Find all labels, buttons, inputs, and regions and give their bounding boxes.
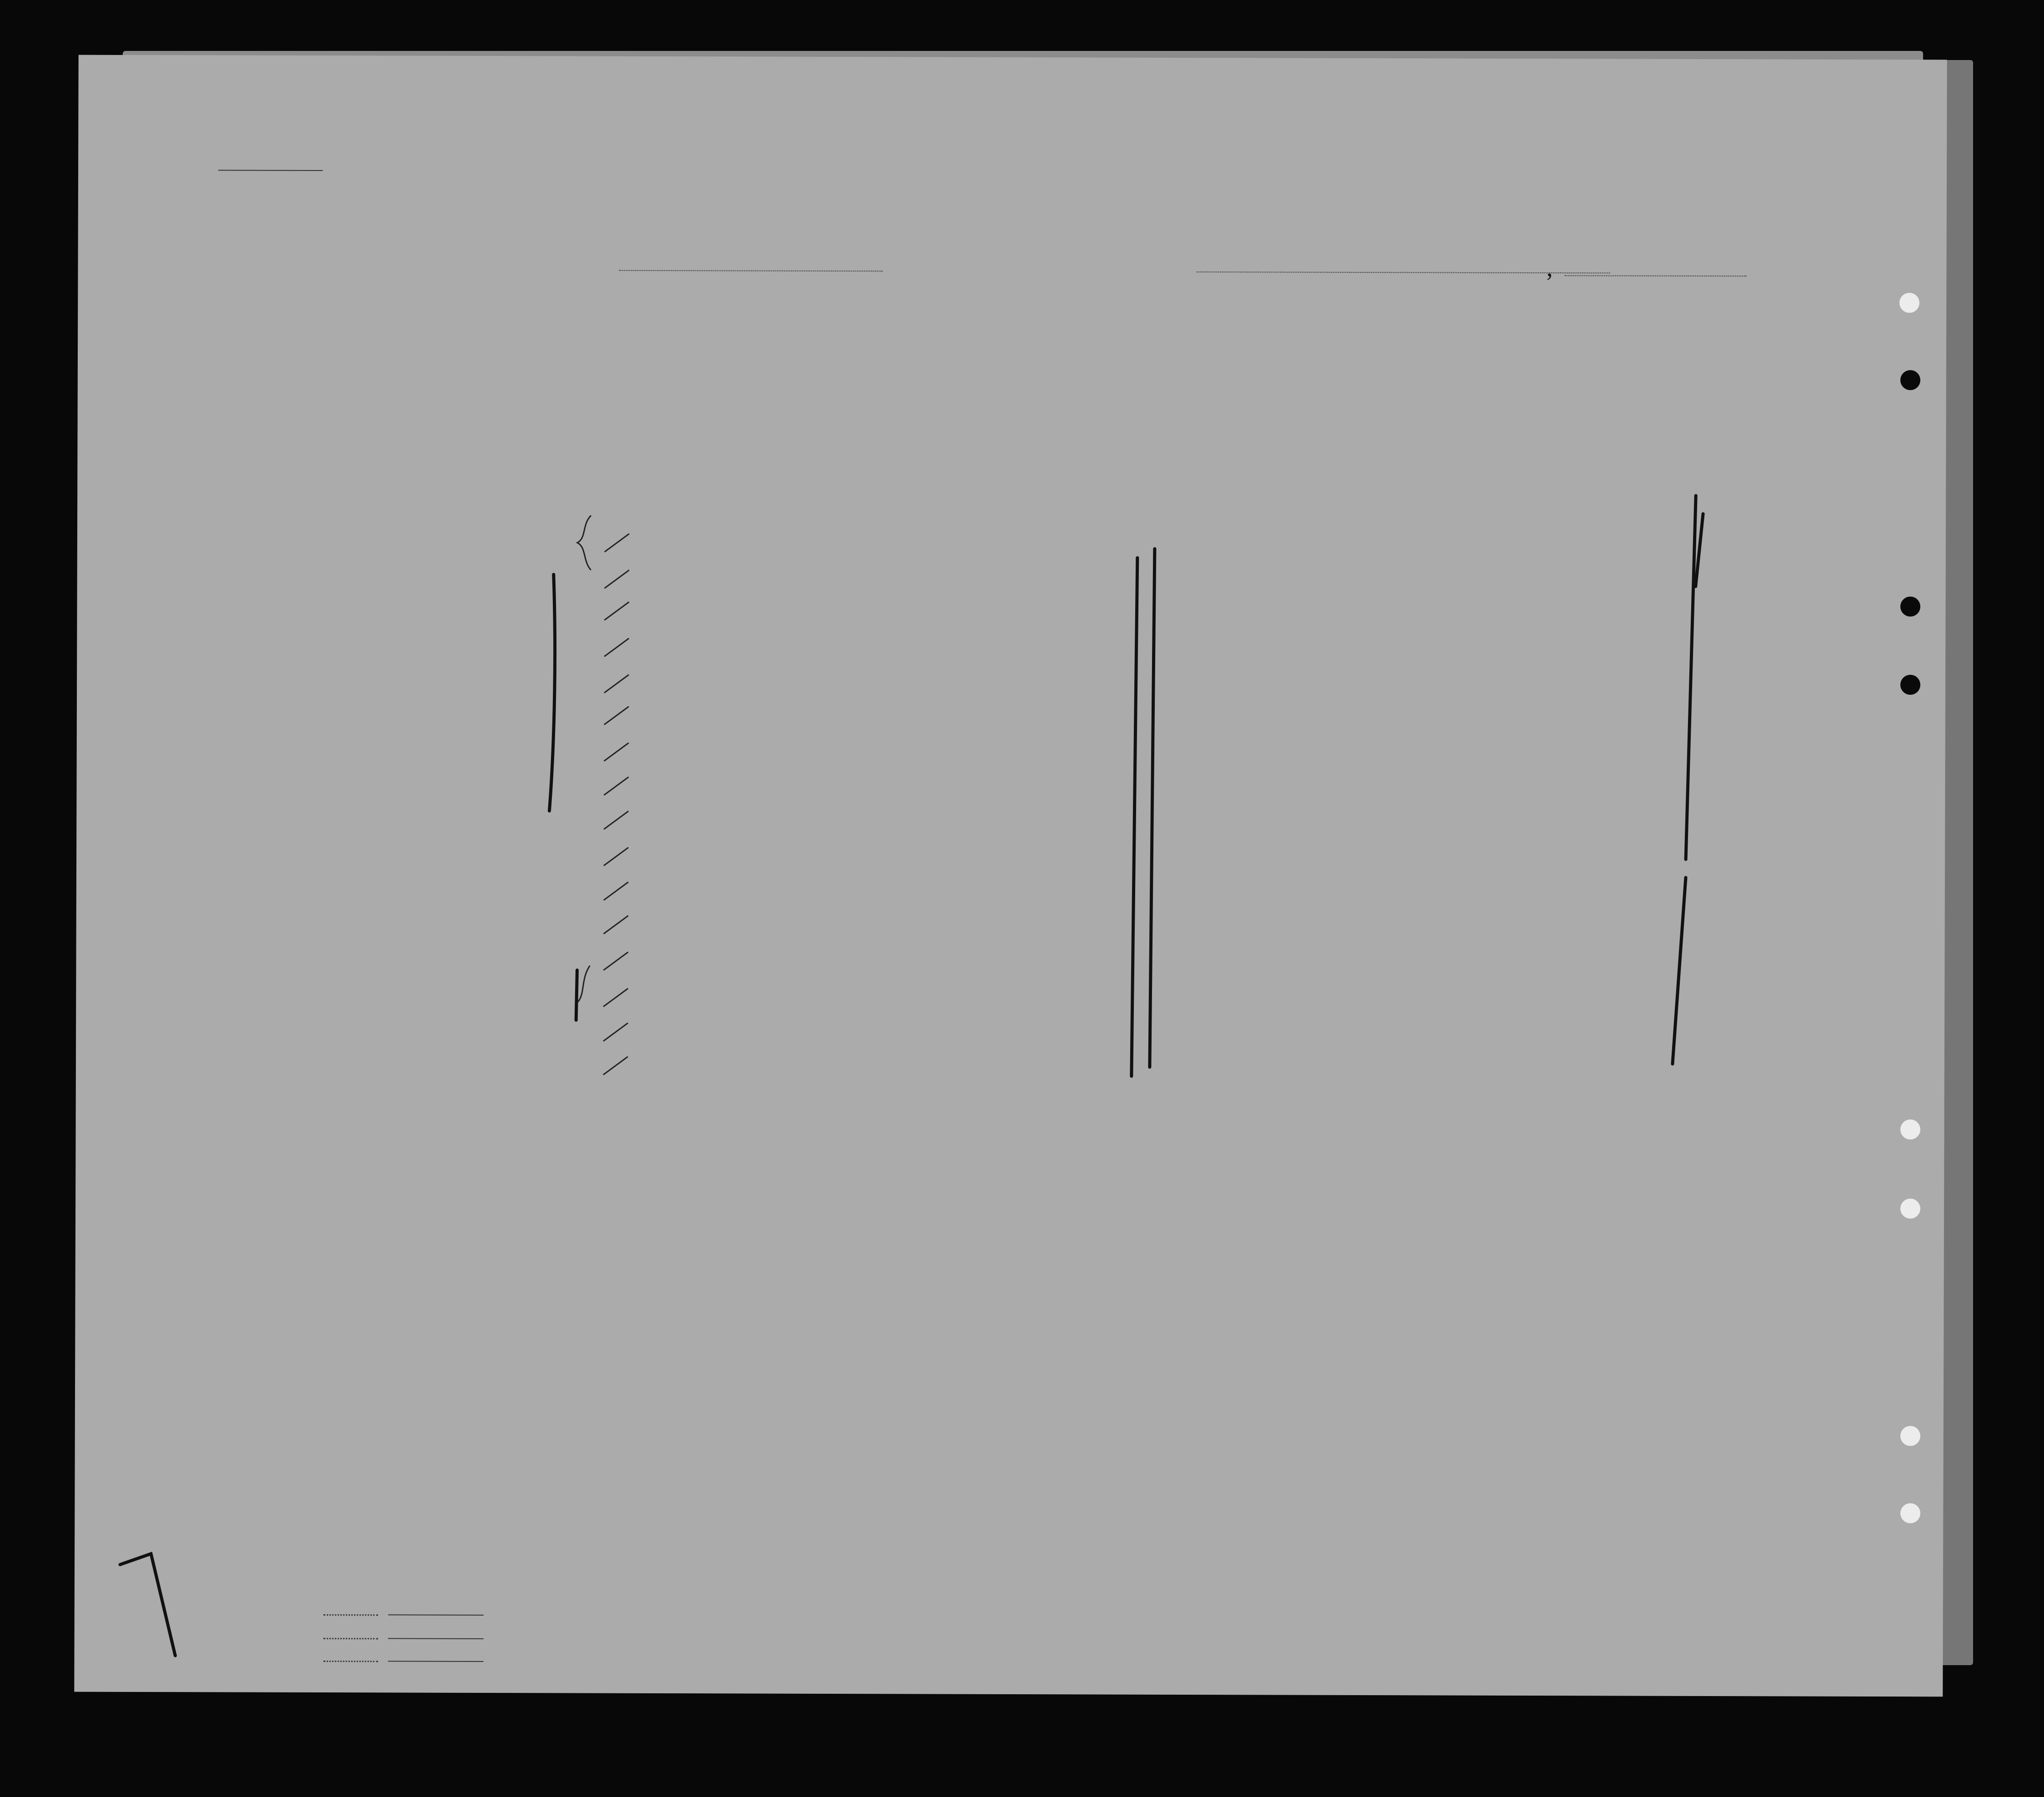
citizens-line bbox=[324, 1638, 378, 1639]
binder-hole bbox=[1899, 293, 1919, 313]
manifest-sheet bbox=[74, 55, 1947, 1697]
binder-hole bbox=[1900, 597, 1920, 617]
binder-hole bbox=[1900, 1503, 1920, 1523]
binder-hole bbox=[1900, 1119, 1920, 1139]
binder-hole bbox=[1900, 370, 1920, 390]
binder-hole bbox=[1900, 675, 1920, 695]
binder-hole bbox=[1900, 1199, 1920, 1219]
aliens-line bbox=[323, 1661, 378, 1662]
binder-hole bbox=[1900, 1426, 1920, 1446]
handwritten-marks bbox=[74, 55, 1947, 1697]
total-line bbox=[324, 1614, 378, 1616]
comma: , bbox=[1546, 254, 1553, 282]
